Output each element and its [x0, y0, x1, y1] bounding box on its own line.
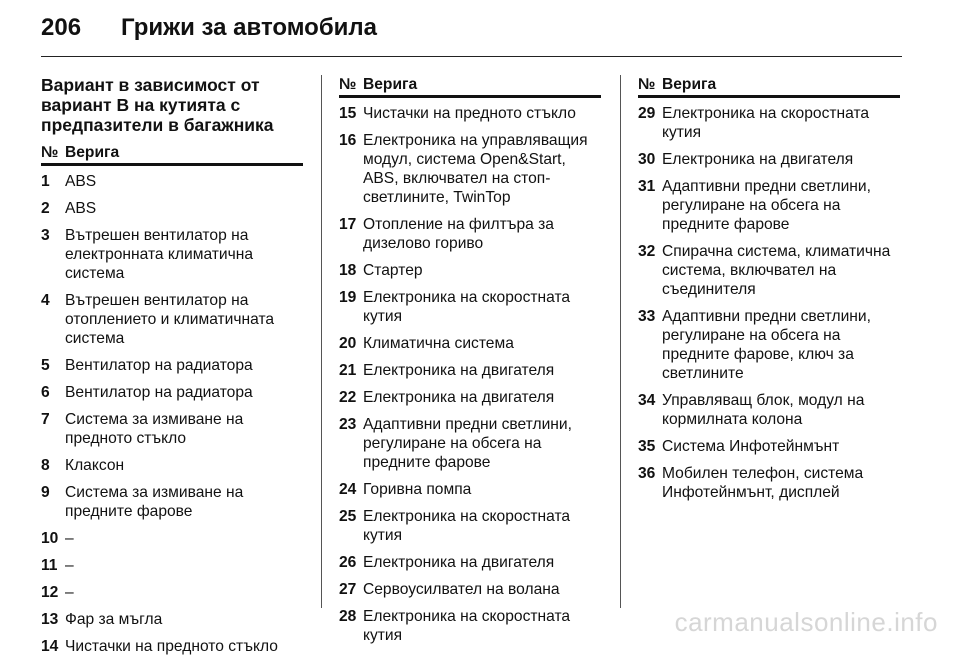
- fuse-number: 11: [41, 557, 58, 574]
- fuse-number: 2: [41, 200, 50, 217]
- fuse-circuit: Вътрешен вентилатор на отоплението и климатичната система: [65, 292, 275, 347]
- table-row: [638, 242, 900, 299]
- page-number: 206: [41, 14, 82, 41]
- table-row: [638, 104, 900, 142]
- fuse-number: 3: [41, 227, 50, 244]
- table-row: [41, 529, 303, 548]
- table-row: [638, 391, 900, 429]
- fuse-number: 24: [339, 481, 357, 498]
- table-row: [339, 104, 601, 123]
- table-header-circuit: Верига: [363, 76, 418, 93]
- fuse-circuit: Вътрешен вентилатор на електронната климатична система: [65, 227, 254, 282]
- fuse-circuit: Мобилен телефон, система Инфотейнмънт, дисплей: [662, 465, 864, 501]
- fuse-number: 6: [41, 384, 50, 401]
- column-divider: [321, 75, 322, 608]
- table-row: [638, 307, 900, 383]
- table-row: [41, 291, 303, 348]
- table-header-number: №: [638, 76, 656, 93]
- fuse-number: 1: [41, 173, 50, 190]
- table-row: [41, 637, 303, 656]
- column-divider: [620, 75, 621, 608]
- fuse-circuit: Климатична система: [363, 335, 514, 352]
- fuse-circuit: Фар за мъгла: [65, 611, 163, 628]
- section-title: Вариант в зависимост от вариант B на кутията с предпазители в багажника: [41, 75, 274, 135]
- table-row: [339, 507, 601, 545]
- fuse-circuit: Адаптивни предни светлини, регулиране на обсега на предните фарове: [662, 178, 871, 233]
- table-row: [339, 334, 601, 353]
- fuse-circuit: Система Инфотейнмънт: [662, 438, 840, 455]
- fuse-circuit: Клаксон: [65, 457, 125, 474]
- fuse-circuit: Електроника на двигателя: [363, 362, 555, 379]
- fuse-number: 32: [638, 243, 656, 260]
- fuse-list: [41, 172, 303, 656]
- table-row: [41, 483, 303, 521]
- fuse-number: 31: [638, 178, 656, 195]
- page-header: [41, 14, 377, 48]
- fuse-circuit: Горивна помпа: [363, 481, 472, 498]
- table-row: [339, 415, 601, 472]
- fuse-number: 21: [339, 362, 357, 379]
- column-2: [339, 75, 601, 653]
- table-header-number: №: [339, 76, 357, 93]
- fuse-number: 19: [339, 289, 357, 306]
- fuse-circuit: Електроника на скоростната кутия: [363, 608, 571, 644]
- fuse-number: 23: [339, 416, 357, 433]
- table-row: [41, 556, 303, 575]
- fuse-circuit: Електроника на двигателя: [662, 151, 854, 168]
- fuse-circuit: Чистачки на предното стъкло: [363, 105, 576, 122]
- table-row: [339, 553, 601, 572]
- fuse-number: 27: [339, 581, 357, 598]
- fuse-circuit: Електроника на скоростната кутия: [363, 508, 571, 544]
- column-3: [638, 75, 900, 510]
- table-header: [339, 75, 601, 98]
- fuse-number: 26: [339, 554, 357, 571]
- fuse-circuit: Вентилатор на радиатора: [65, 357, 253, 374]
- fuse-number: 4: [41, 292, 50, 309]
- table-header: [41, 143, 303, 166]
- fuse-number: 25: [339, 508, 357, 525]
- fuse-list: [638, 104, 900, 502]
- fuse-number: 30: [638, 151, 656, 168]
- fuse-number: 17: [339, 216, 357, 233]
- fuse-circuit: Спирачна система, климатична система, включвател на съединителя: [662, 243, 891, 298]
- fuse-number: 34: [638, 392, 656, 409]
- fuse-number: 20: [339, 335, 357, 352]
- table-header: [638, 75, 900, 98]
- fuse-circuit: Електроника на скоростната кутия: [363, 289, 571, 325]
- fuse-circuit: Система за измиване на предното стъкло: [65, 411, 244, 447]
- fuse-circuit: –: [65, 584, 74, 601]
- fuse-number: 12: [41, 584, 59, 601]
- fuse-circuit: Чистачки на предното стъкло: [65, 638, 278, 655]
- fuse-number: 28: [339, 608, 357, 625]
- fuse-number: 9: [41, 484, 50, 501]
- table-row: [41, 610, 303, 629]
- table-row: [638, 464, 900, 502]
- fuse-number: 36: [638, 465, 656, 482]
- fuse-number: 8: [41, 457, 50, 474]
- fuse-circuit: Сервоусилвател на волана: [363, 581, 560, 598]
- fuse-circuit: –: [65, 530, 74, 547]
- fuse-circuit: Система за измиване на предните фарове: [65, 484, 244, 520]
- table-row: [41, 583, 303, 602]
- table-row: [339, 215, 601, 253]
- table-row: [339, 580, 601, 599]
- table-row: [339, 480, 601, 499]
- fuse-circuit: Стартер: [363, 262, 423, 279]
- column-1: [41, 75, 303, 664]
- table-row: [41, 410, 303, 448]
- table-row: [41, 356, 303, 375]
- table-row: [638, 177, 900, 234]
- table-row: [41, 226, 303, 283]
- fuse-number: 10: [41, 530, 59, 547]
- table-header-circuit: Верига: [662, 76, 717, 93]
- fuse-circuit: Електроника на двигателя: [363, 554, 555, 571]
- fuse-circuit: ABS: [65, 200, 97, 217]
- table-row: [41, 383, 303, 402]
- fuse-number: 7: [41, 411, 50, 428]
- fuse-circuit: Адаптивни предни светлини, регулиране на обсега на предните фарове, ключ за светлините: [662, 308, 871, 382]
- fuse-circuit: Електроника на двигателя: [363, 389, 555, 406]
- fuse-number: 33: [638, 308, 656, 325]
- fuse-circuit: ABS: [65, 173, 97, 190]
- header-rule: [41, 56, 902, 57]
- table-row: [638, 150, 900, 169]
- fuse-number: 18: [339, 262, 357, 279]
- table-row: [638, 437, 900, 456]
- table-row: [41, 172, 303, 191]
- table-row: [339, 361, 601, 380]
- fuse-circuit: Вентилатор на радиатора: [65, 384, 253, 401]
- fuse-circuit: Отопление на филтъра за дизелово гориво: [363, 216, 554, 252]
- fuse-circuit: Електроника на скоростната кутия: [662, 105, 870, 141]
- table-row: [339, 261, 601, 280]
- watermark: carmanualsonline.info: [674, 607, 938, 637]
- fuse-number: 15: [339, 105, 357, 122]
- fuse-list: [339, 104, 601, 645]
- fuse-number: 13: [41, 611, 59, 628]
- fuse-number: 35: [638, 438, 656, 455]
- table-row: [339, 607, 601, 645]
- fuse-number: 29: [638, 105, 656, 122]
- fuse-number: 16: [339, 132, 357, 149]
- table-row: [339, 288, 601, 326]
- table-row: [41, 456, 303, 475]
- table-header-circuit: Верига: [65, 144, 120, 161]
- table-row: [339, 388, 601, 407]
- table-row: [41, 199, 303, 218]
- fuse-number: 22: [339, 389, 357, 406]
- page-title: Грижи за автомобила: [121, 14, 378, 41]
- fuse-circuit: –: [65, 557, 74, 574]
- fuse-circuit: Електроника на управляващия модул, система Open&Start, ABS, включвател на стоп-светлините, TwinTop: [363, 132, 588, 206]
- table-row: [339, 131, 601, 207]
- table-header-number: №: [41, 144, 59, 161]
- fuse-circuit: Управляващ блок, модул на кормилната колона: [662, 392, 865, 428]
- fuse-number: 5: [41, 357, 50, 374]
- fuse-number: 14: [41, 638, 59, 655]
- fuse-circuit: Адаптивни предни светлини, регулиране на обсега на предните фарове: [363, 416, 572, 471]
